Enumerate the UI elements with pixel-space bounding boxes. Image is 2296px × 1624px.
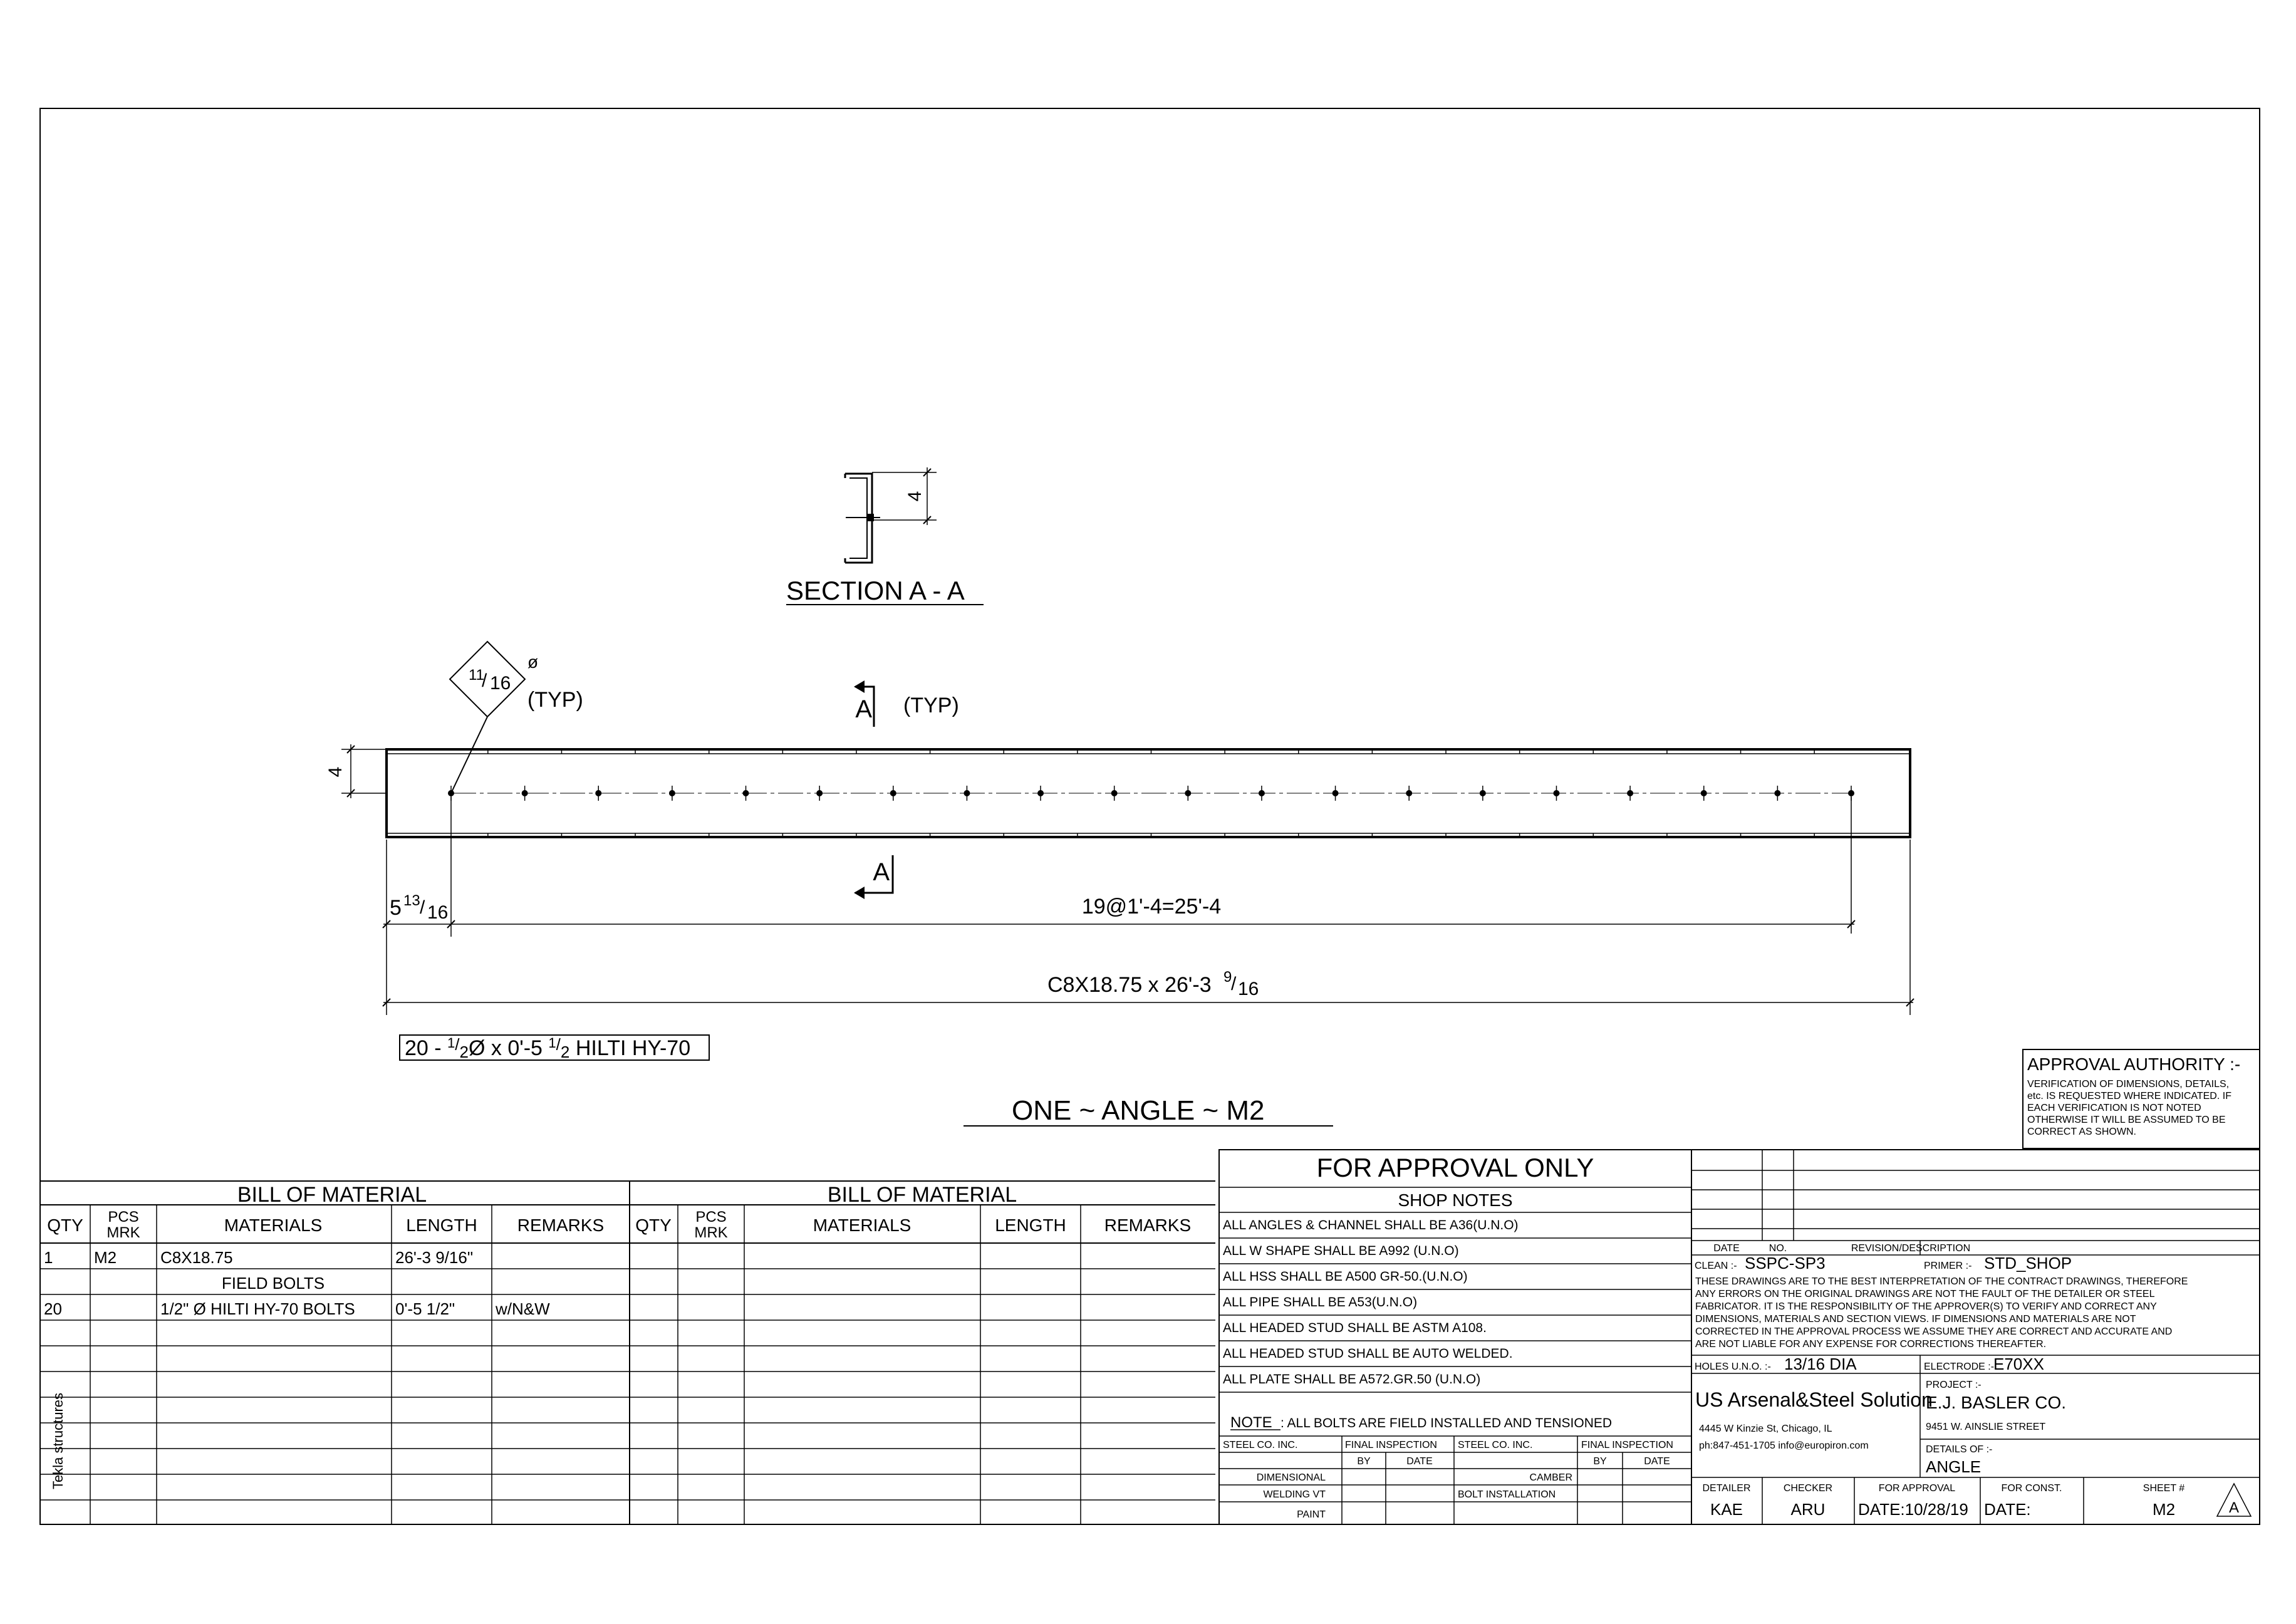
electrode-value: E70XX [1993,1355,2044,1373]
bom-material: FIELD BOLTS [221,1274,325,1293]
left-dim-den: 16 [427,902,449,923]
bom-headers-left [47,1209,604,1241]
bom-row [222,1274,325,1293]
hole-label-den: 16 [490,673,511,694]
bom-row [44,1248,473,1267]
clean-label: CLEAN :- [1695,1261,1737,1271]
for-approval-only: FOR APPROVAL ONLY [1316,1153,1594,1182]
company-name: US Arsenal&Steel Solution [1695,1388,1933,1411]
company-address: 4445 W Kinzie St, Chicago, IL [1699,1424,1832,1434]
diameter-symbol: ø [527,652,539,672]
svg-text:QTY: QTY [635,1215,672,1235]
approval-title: APPROVAL AUTHORITY :- [2027,1054,2241,1074]
revision-mark: A [2228,1499,2240,1516]
svg-text:PAINT: PAINT [1297,1509,1326,1520]
checker-value: ARU [1790,1500,1826,1519]
bom-length: 26'-3 9/16" [395,1248,474,1267]
bom-mrk: M2 [94,1248,117,1267]
svg-text:STEEL CO. INC.: STEEL CO. INC. [1458,1440,1533,1450]
rev-desc-header: REVISION/DESCRIPTION [1851,1243,1971,1254]
bom-qty: 20 [44,1299,62,1318]
bom-title-right: BILL OF MATERIAL [827,1183,1017,1207]
svg-text:QTY: QTY [47,1215,83,1235]
bom-material: 1/2" Ø HILTI HY-70 BOLTS [160,1299,355,1318]
tekla-label: Tekla structures [50,1392,66,1490]
svg-text:PCS: PCS [108,1209,139,1226]
inspection-table [1223,1440,1673,1520]
svg-text:FINAL INSPECTION: FINAL INSPECTION [1581,1440,1673,1450]
section-view [786,467,984,605]
details-label: DETAILS OF :- [1926,1444,1993,1455]
rev-date-header: DATE [1713,1243,1740,1254]
note-label: NOTE [1230,1414,1272,1431]
approval-authority [2023,1049,2260,1148]
svg-text:BOLT INSTALLATION: BOLT INSTALLATION [1458,1489,1556,1500]
disclaimer: THESE DRAWINGS ARE TO THE BEST INTERPRETATION OF THE CONTRACT DRAWINGS, THEREFORE ANY ERRORS ON THE ORIGINAL DRAWINGS ARE NOT THE FAULT OF THE DETAILER OR STEEL FABRICATOR. IT IS THE RESPONSIBILITY OF THE APPROVER(S) TO VERIFY AND CORRECT ANY DIMENSIONS, MATERIALS AND SECTION VIEWS. IF DIMENSIONS AND MATERIALS ARE NOT CORRECTED IN THE APPROVAL PROCESS WE ASSUME THEY ARE CORRECT AND ACCURATE AND ARE NOT LIABLE FOR ANY EXPENSE FOR CORRECTIONS THEREAFTER. [1695,1276,2188,1350]
section-dim: 4 [905,491,925,502]
hole-label-num: 11 [469,667,484,684]
left-dim-num: 13 [403,892,420,909]
bolt-note [400,1035,709,1061]
shop-notes-title: SHOP NOTES [1398,1190,1513,1210]
svg-text:WELDING VT: WELDING VT [1263,1489,1326,1500]
overall-dim: C8X18.75 x 26'-3 [1047,973,1212,997]
for-const-label: FOR CONST. [2001,1483,2062,1494]
main-title: ONE ~ ANGLE ~ M2 [1012,1095,1265,1126]
height-dimension [325,744,385,798]
spacing-dimensions [383,797,1914,1015]
sheet-label: SHEET # [2143,1483,2185,1494]
bom-length: 0'-5 1/2" [395,1299,455,1318]
svg-text:ALL PLATE SHALL BE A572.GR.50: ALL PLATE SHALL BE A572.GR.50 (U.N.O) [1223,1372,1481,1387]
svg-text:REMARKS: REMARKS [1104,1215,1192,1235]
svg-text:LENGTH: LENGTH [406,1215,477,1235]
sheet-value: M2 [2152,1500,2176,1519]
svg-text:REMARKS: REMARKS [517,1215,605,1235]
svg-text:MRK: MRK [106,1224,140,1241]
project-value: E.J. BASLER CO. [1926,1393,2067,1412]
svg-text:ALL W SHAPE SHALL BE A992 (U.: ALL W SHAPE SHALL BE A992 (U.N.O) [1223,1244,1459,1258]
checker-label: CHECKER [1783,1483,1833,1494]
project-label: PROJECT :- [1926,1380,1982,1390]
bom-row [44,1299,550,1318]
svg-text:LENGTH: LENGTH [995,1215,1066,1235]
holes-label: HOLES U.N.O. :- [1695,1361,1771,1372]
sheet-border [40,108,2260,1524]
svg-text:DIMENSIONAL: DIMENSIONAL [1256,1472,1326,1483]
svg-text:CAMBER: CAMBER [1529,1472,1572,1483]
bom-material: C8X18.75 [160,1248,233,1267]
svg-text:MATERIALS: MATERIALS [813,1215,912,1235]
svg-text:ALL HEADED STUD SHALL BE AUTO: ALL HEADED STUD SHALL BE AUTO WELDED. [1223,1346,1513,1361]
details-value: ANGLE [1926,1457,1982,1476]
svg-text:PCS: PCS [695,1209,727,1226]
shop-notes-list [1223,1218,1519,1387]
detailer-value: KAE [1710,1500,1743,1519]
svg-text:ALL HEADED STUD SHALL BE ASTM: ALL HEADED STUD SHALL BE ASTM A108. [1223,1321,1487,1335]
primer-value: STD_SHOP [1984,1254,2072,1273]
svg-text:DATE: DATE [1406,1456,1433,1467]
svg-text:ALL PIPE SHALL BE A53(U.N.O): ALL PIPE SHALL BE A53(U.N.O) [1223,1295,1418,1309]
bom-title-left: BILL OF MATERIAL [237,1183,427,1207]
svg-text:STEEL CO. INC.: STEEL CO. INC. [1223,1440,1298,1450]
channel-elevation [387,749,1910,838]
clean-value: SSPC-SP3 [1745,1254,1826,1273]
svg-text:BY: BY [1593,1456,1607,1467]
detailer-label: DETAILER [1702,1483,1751,1494]
hole-callout [450,642,583,793]
svg-text:/: / [1231,974,1237,994]
overall-dim-den: 16 [1238,979,1259,999]
for-approval-value: DATE:10/28/19 [1858,1500,1968,1519]
height-dim: 4 [325,766,346,778]
company-phone: ph:847-451-1705 info@europiron.com [1699,1440,1869,1451]
note-text: : ALL BOLTS ARE FIELD INSTALLED AND TENSIONED [1280,1416,1613,1430]
svg-text:20 - 1/2Ø x 0'-5 1/2 HILTI HY: $20 - ^1/_2Ø$ x 0'-5 $^1/_2$ HILTI HY-70 [405,1035,691,1061]
svg-text:DATE: DATE [1644,1456,1670,1467]
section-title: SECTION A - A [786,576,965,605]
for-approval-label: FOR APPROVAL [1878,1483,1956,1494]
electrode-label: ELECTRODE :- [1924,1361,1995,1372]
svg-text:FINAL INSPECTION: FINAL INSPECTION [1345,1440,1437,1450]
for-const-value: DATE: [1984,1500,2031,1519]
cut-letter-bottom: A [873,858,890,886]
bom-qty: 1 [44,1248,53,1267]
cut-letter-top: A [855,695,872,723]
holes-value: 13/16 DIA [1784,1355,1857,1373]
typ-label-hole: (TYP) [527,688,583,712]
section-cut-bottom [854,855,893,899]
primer-label: PRIMER :- [1924,1261,1972,1271]
rev-no-header: NO. [1769,1243,1787,1254]
overall-dim-num: 9 [1223,969,1232,986]
svg-text:MATERIALS: MATERIALS [224,1215,323,1235]
svg-text:/: / [482,670,487,691]
svg-text:/: / [420,897,425,918]
svg-text:VERIFICATION OF DIMENSIONS, DE: VERIFICATION OF DIMENSIONS, DETAILS, etc. IS REQUESTED WHERE INDICATED. IF EACH VERIFICATION IS NOT NOTED OTHERWISE IT WILL BE ASSUMED TO BE CORRECT AS SHOWN. [2027,1079,2231,1137]
svg-text:BY: BY [1357,1456,1371,1467]
typ-label-cut: (TYP) [903,694,959,717]
bom-headers-right [635,1209,1191,1241]
section-cut-top [854,680,959,727]
spacing-dim: 19@1'-4=25'-4 [1081,895,1222,919]
svg-text:MRK: MRK [694,1224,728,1241]
svg-text:ALL ANGLES & CHANNEL SHALL BE: ALL ANGLES & CHANNEL SHALL BE A36(U.N.O) [1223,1218,1519,1232]
left-dim-whole: 5 [390,896,402,920]
project-address: 9451 W. AINSLIE STREET [1926,1422,2046,1432]
bom-remarks: w/N&W [496,1299,550,1318]
svg-text:ALL HSS SHALL BE A500 GR-50.(U: ALL HSS SHALL BE A500 GR-50.(U.N.O) [1223,1269,1468,1284]
